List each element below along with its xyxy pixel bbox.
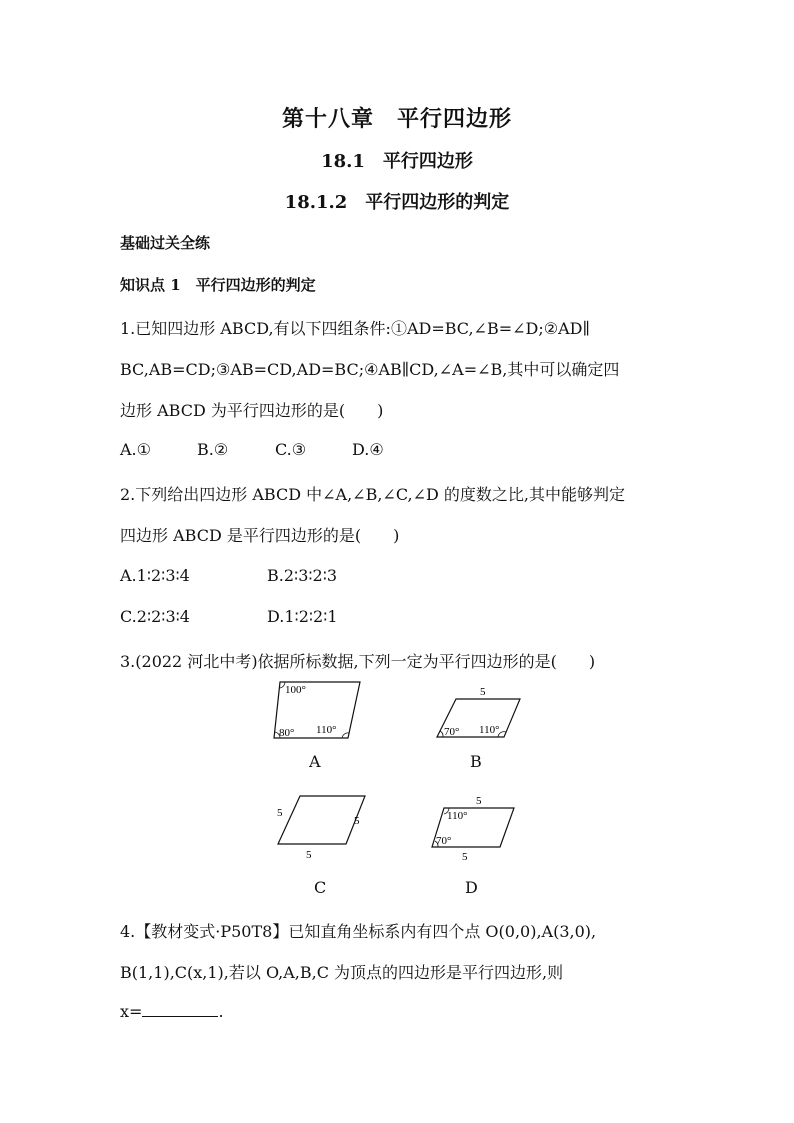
q4-answer-blank[interactable] (142, 1002, 218, 1017)
q2-option-c: C.2∶2∶3∶4 (120, 607, 190, 626)
q1-line-2: BC,AB=CD;③AB=CD,AD=BC;④AB∥CD,∠A=∠B,其中可以确定四 (120, 360, 620, 379)
q3-line-1: 3.(2022 河北中考)依据所标数据,下列一定为平行四边形的是( ) (120, 652, 596, 671)
q4-line-3 (120, 1002, 224, 1021)
chapter-title: 第十八章 平行四边形 (281, 106, 512, 132)
figure-b-angle-bottom-left: 70° (444, 726, 460, 738)
q2-option-d: D.1∶2∶2∶1 (267, 607, 338, 626)
section-title: 18.1 平行四边形 (321, 151, 473, 172)
subsection-title: 18.1.2 平行四边形的判定 (284, 192, 510, 213)
q4-line-2: B(1,1),C(x,1),若以 O,A,B,C 为顶点的四边形是平行四边形,则 (120, 963, 564, 982)
figure-d-side-top: 5 (476, 795, 482, 807)
q4-line-1: 4.【教材变式·P50T8】已知直角坐标系内有四个点 O(0,0),A(3,0), (120, 922, 597, 941)
figure-c-caption: C (314, 878, 327, 897)
q1-option-c: C.③ (275, 440, 307, 459)
q4-answer-suffix: . (218, 1002, 224, 1021)
figure-d-side-bottom: 5 (462, 851, 468, 863)
q2-option-b: B.2∶3∶2∶3 (267, 566, 338, 585)
figure-a-angle-bottom-right: 110° (316, 724, 337, 736)
q2-option-a: A.1∶2∶3∶4 (120, 566, 190, 585)
figure-c-side-right: 5 (354, 815, 360, 827)
figure-b-angle-bottom-right: 110° (479, 724, 500, 736)
knowledge-point-heading: 知识点 1 平行四边形的判定 (120, 276, 316, 294)
figure-d-angle-top-left: 110° (447, 810, 468, 822)
figure-c-side-bottom: 5 (306, 849, 312, 861)
figure-c-side-left: 5 (277, 807, 283, 819)
figure-d-angle-bottom-left: 70° (436, 835, 452, 847)
q2-line-1: 2.下列给出四边形 ABCD 中∠A,∠B,∠C,∠D 的度数之比,其中能够判定 (120, 485, 625, 504)
figure-a-angle-top-left: 100° (285, 684, 306, 696)
q1-line-3: 边形 ABCD 为平行四边形的是( ) (120, 401, 384, 420)
q4-answer-prefix: x= (120, 1002, 143, 1021)
figure-b-caption: B (470, 752, 482, 771)
figure-a (270, 676, 370, 750)
q1-option-a: A.① (120, 440, 151, 459)
figure-a-angle-bottom-left: 80° (279, 727, 295, 739)
q1-option-d: D.④ (352, 440, 384, 459)
figure-b-side-top: 5 (480, 686, 486, 698)
figure-d (428, 788, 528, 868)
figure-c-quadrilateral (278, 796, 365, 844)
q2-line-2: 四边形 ABCD 是平行四边形的是( ) (120, 526, 400, 545)
figure-a-caption: A (309, 752, 321, 771)
q1-option-b: B.② (197, 440, 229, 459)
figure-c (270, 788, 370, 868)
figure-b (430, 680, 530, 750)
practice-heading: 基础过关全练 (120, 234, 211, 252)
q1-line-1: 1.已知四边形 ABCD,有以下四组条件:①AD=BC,∠B=∠D;②AD∥ (120, 319, 590, 338)
figure-d-caption: D (465, 878, 478, 897)
